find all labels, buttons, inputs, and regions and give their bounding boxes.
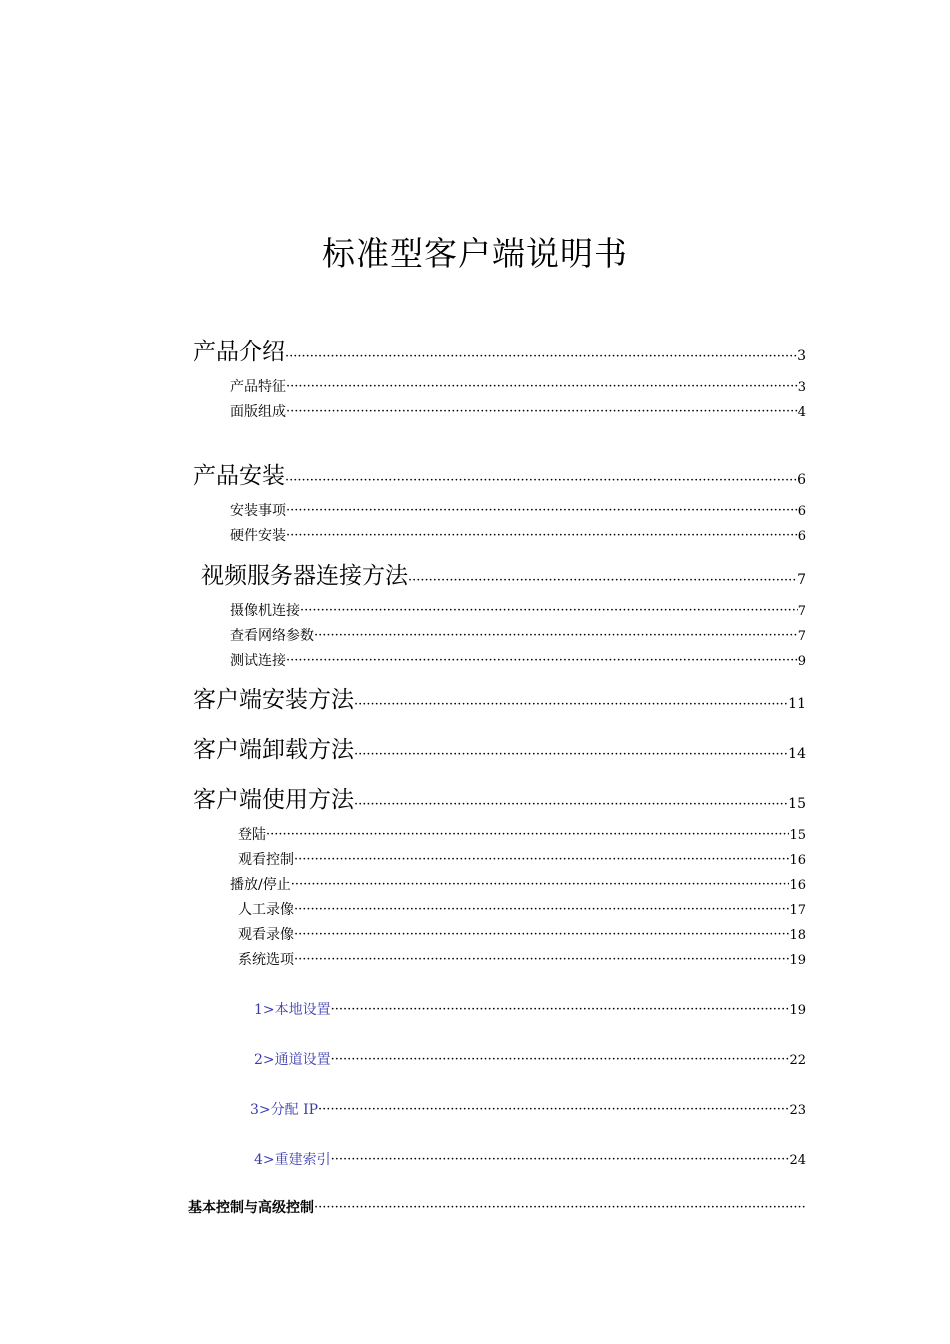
toc-entry-label: 硬件安装	[230, 528, 286, 544]
toc-entry-page: 19	[789, 953, 806, 968]
toc-entry[interactable]	[238, 824, 806, 844]
toc-leader-dots	[286, 405, 798, 418]
toc-leader-dots	[331, 1003, 790, 1016]
toc-leader-dots	[266, 828, 789, 841]
toc-entry-label: 观看控制	[238, 852, 294, 868]
toc-entry[interactable]	[230, 650, 806, 670]
toc-entry-label: 产品介绍	[193, 339, 285, 365]
toc-leader-dots	[291, 878, 790, 891]
toc-entry-label: 4>重建索引	[254, 1152, 331, 1168]
toc-entry-page: 11	[788, 696, 806, 712]
toc-entry-label: 3>分配 IP	[250, 1102, 319, 1118]
toc-entry-page: 14	[788, 746, 806, 762]
toc-leader-dots	[354, 748, 788, 761]
toc-entry-label: 客户端使用方法	[193, 787, 354, 813]
toc-entry[interactable]	[230, 376, 806, 396]
toc-leader-dots	[408, 574, 797, 587]
toc-entry-page: 16	[789, 853, 806, 868]
toc-leader-dots	[300, 604, 798, 617]
toc-entry[interactable]	[238, 924, 806, 944]
toc-leader-dots	[286, 529, 798, 542]
toc-entry-page: 23	[789, 1103, 806, 1118]
toc-entry[interactable]	[250, 1099, 806, 1119]
toc-entry[interactable]	[254, 1149, 806, 1169]
toc-leader-dots	[331, 1153, 790, 1166]
toc-leader-dots	[286, 654, 798, 667]
toc-entry-label: 人工录像	[238, 902, 294, 918]
toc-leader-dots	[294, 853, 789, 866]
toc-entry-label: 基本控制与高级控制	[188, 1200, 314, 1216]
toc-leader-dots	[285, 350, 797, 363]
toc-entry[interactable]	[230, 874, 806, 894]
toc-leader-dots	[314, 1201, 806, 1214]
toc-entry-page: 6	[797, 529, 806, 544]
toc-entry-page: 16	[789, 878, 806, 893]
toc-entry-label: 客户端安装方法	[193, 687, 354, 713]
toc-entry-label: 客户端卸载方法	[193, 737, 354, 763]
toc-leader-dots	[354, 798, 788, 811]
toc-entry-label: 观看录像	[238, 927, 294, 943]
toc-entry[interactable]	[254, 1049, 806, 1069]
toc-entry-page: 9	[797, 654, 806, 669]
toc-entry[interactable]	[188, 1197, 806, 1217]
toc-entry[interactable]	[201, 558, 806, 590]
toc-entry[interactable]	[193, 458, 806, 490]
toc-entry-label: 摄像机连接	[230, 603, 300, 619]
toc-entry-label: 查看网络参数	[230, 628, 314, 644]
toc-entry-page: 3	[797, 348, 806, 364]
toc-entry[interactable]	[230, 625, 806, 645]
toc-entry-label: 产品特征	[230, 379, 286, 395]
toc-entry-label: 1>本地设置	[254, 1002, 331, 1018]
toc-entry-label: 2>通道设置	[254, 1052, 331, 1068]
toc-entry[interactable]	[238, 949, 806, 969]
toc-entry-page: 18	[789, 928, 806, 943]
toc-entry-page: 24	[789, 1153, 806, 1168]
toc-entry-page: 3	[797, 380, 806, 395]
toc-entry-label: 产品安装	[193, 463, 285, 489]
toc-entry[interactable]	[193, 334, 806, 366]
toc-entry-page: 7	[797, 572, 806, 588]
toc-entry-label: 播放/停止	[230, 877, 291, 893]
toc-entry-page: 15	[788, 796, 806, 812]
toc-entry-page: 6	[797, 472, 806, 488]
toc-entry-label: 登陆	[238, 827, 266, 843]
toc-entry-page: 7	[797, 604, 806, 619]
document-title: 标准型客户端说明书	[322, 234, 628, 273]
toc-leader-dots	[331, 1053, 790, 1066]
toc-entry-label: 系统选项	[238, 952, 294, 968]
toc-leader-dots	[285, 474, 797, 487]
toc-entry-label: 安装事项	[230, 503, 286, 519]
toc-entry-page: 4	[797, 405, 806, 420]
toc-leader-dots	[294, 953, 789, 966]
toc-entry[interactable]	[230, 401, 806, 421]
toc-leader-dots	[294, 903, 789, 916]
toc-entry-label: 面版组成	[230, 404, 286, 420]
toc-entry-page: 7	[797, 629, 806, 644]
toc-entry-label: 测试连接	[230, 653, 286, 669]
toc-leader-dots	[318, 1103, 789, 1116]
toc-leader-dots	[286, 504, 798, 517]
toc-entry[interactable]	[230, 500, 806, 520]
toc-entry[interactable]	[193, 782, 806, 814]
toc-entry-page: 15	[789, 828, 806, 843]
toc-entry-page: 6	[797, 504, 806, 519]
toc-entry[interactable]	[254, 999, 806, 1019]
toc-entry[interactable]	[230, 600, 806, 620]
toc-leader-dots	[286, 380, 798, 393]
toc-leader-dots	[354, 698, 788, 711]
toc-entry-label: 视频服务器连接方法	[201, 563, 408, 589]
toc-entry-page: 17	[789, 903, 806, 918]
toc-entry[interactable]	[238, 849, 806, 869]
toc-entry[interactable]	[238, 899, 806, 919]
toc-entry[interactable]	[230, 525, 806, 545]
toc-leader-dots	[294, 928, 789, 941]
toc-leader-dots	[314, 629, 798, 642]
toc-entry[interactable]	[193, 732, 806, 764]
toc-entry-page: 22	[789, 1053, 806, 1068]
toc-entry[interactable]	[193, 682, 806, 714]
toc-entry-page: 19	[789, 1003, 806, 1018]
